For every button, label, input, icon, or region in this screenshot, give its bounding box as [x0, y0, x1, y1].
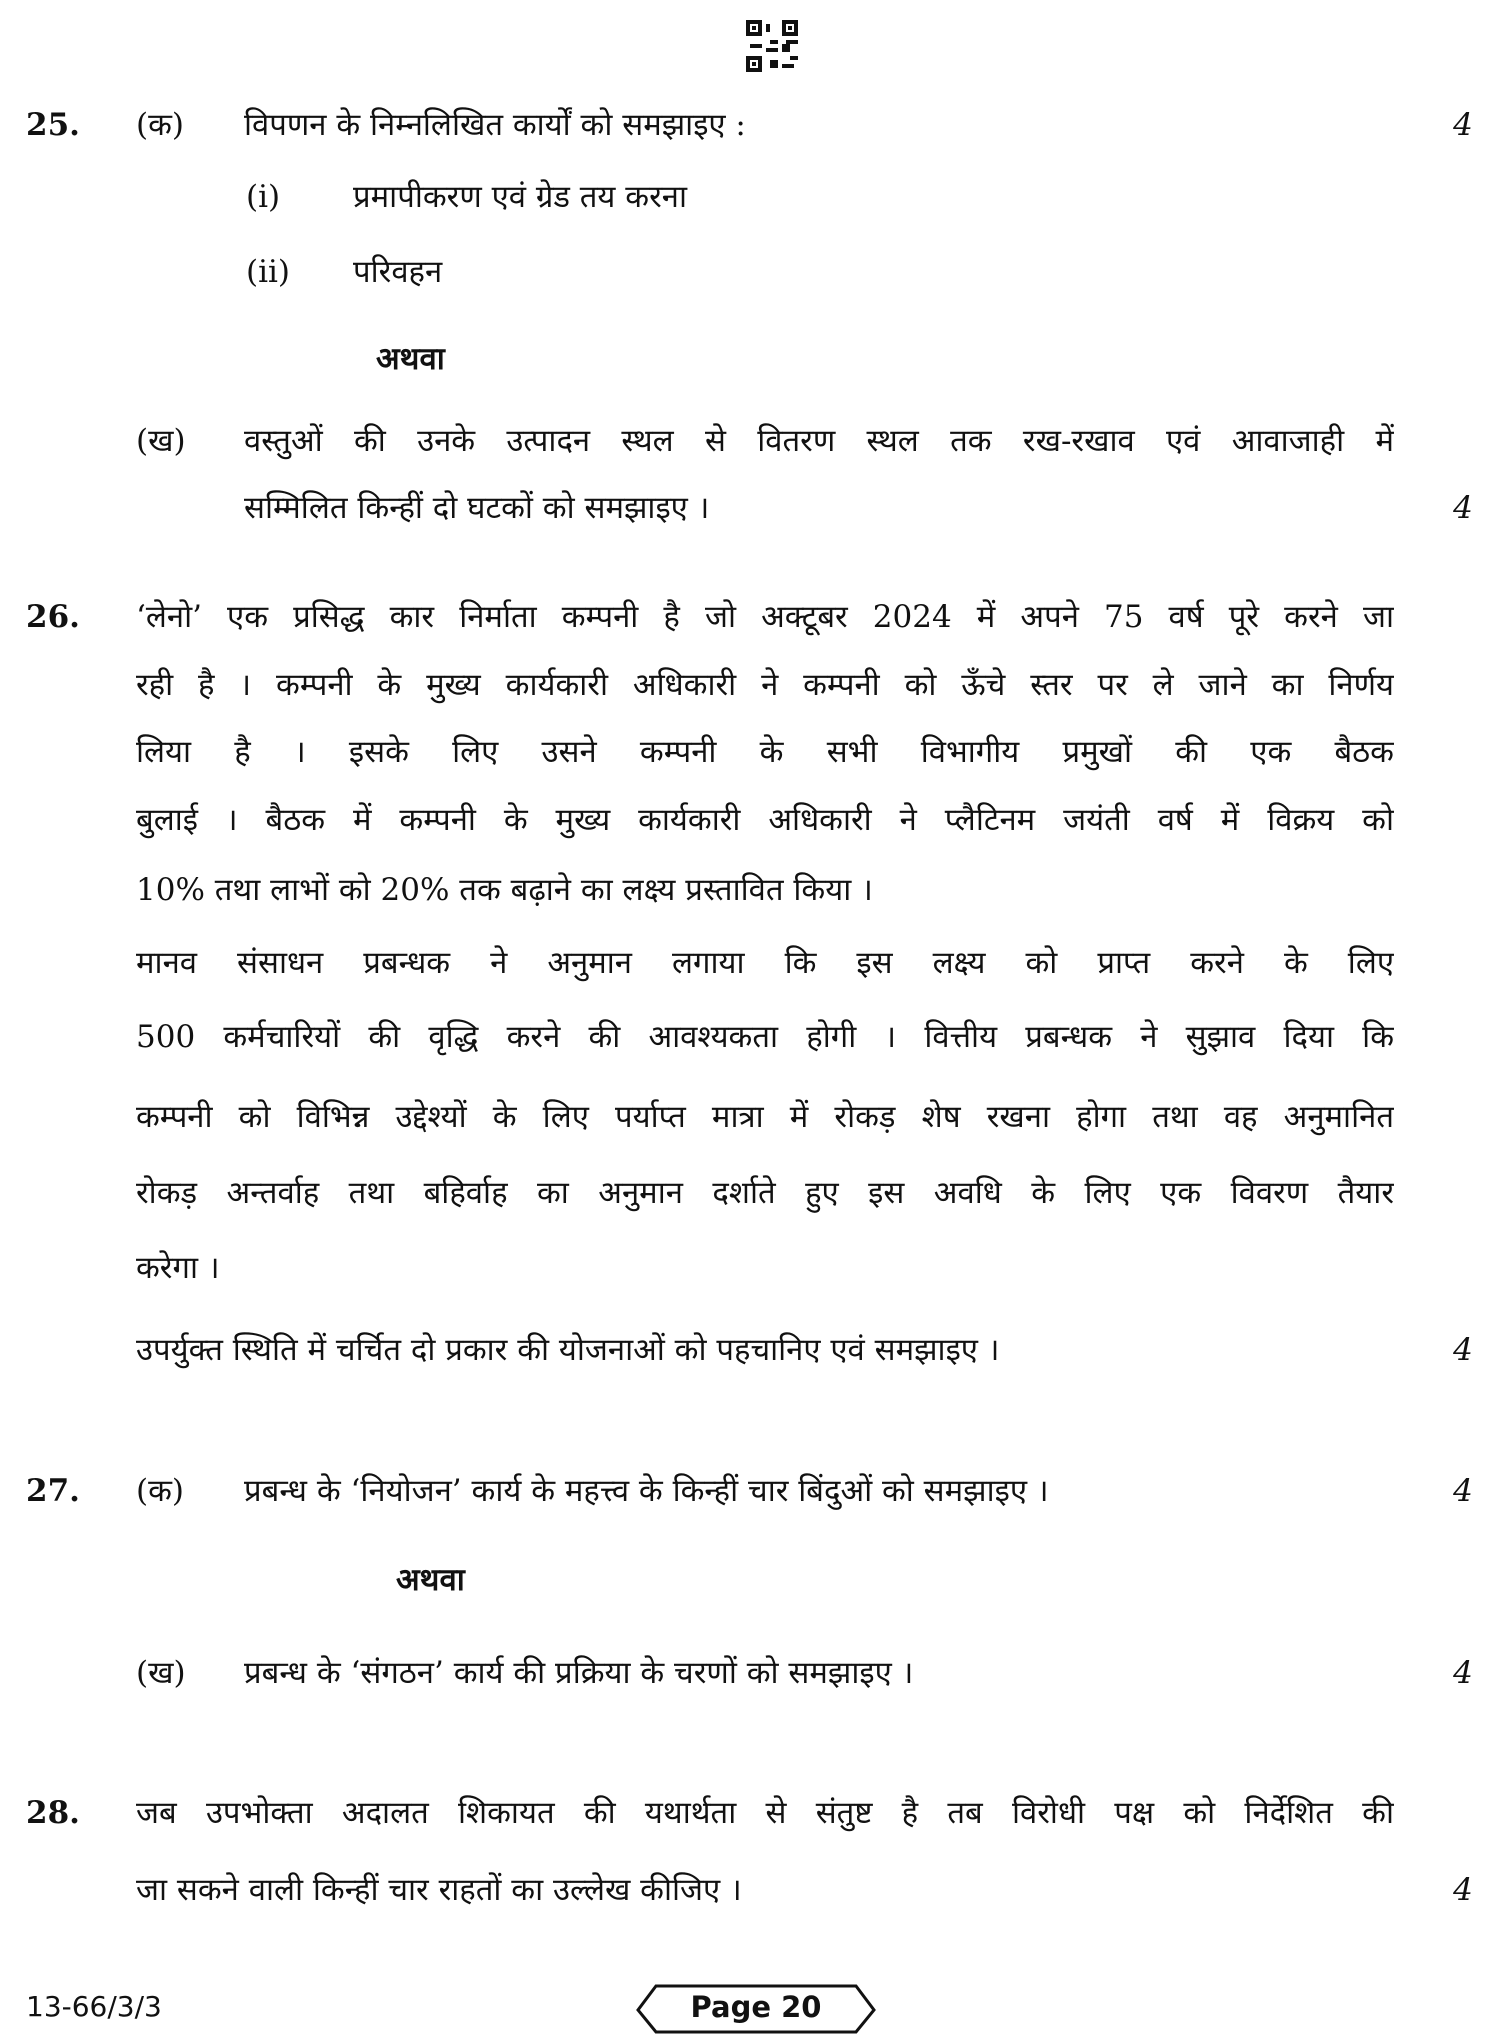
case-text-line: ‘लेनो’ एक प्रसिद्ध कार निर्माता कम्पनी है जो अक्टूबर 2024 में अपने 75 वर्ष पूरे करने जा — [136, 599, 1394, 635]
question-text: वस्तुओं की उनके उत्पादन स्थल से वितरण स्थल तक रख-रखाव एवं आवाजाही में — [244, 423, 1394, 459]
subpart-label: (क) — [136, 1473, 184, 1509]
question-text: विपणन के निम्नलिखित कार्यों को समझाइए : — [244, 107, 746, 143]
item-label: (i) — [246, 179, 281, 215]
marks: 4 — [1453, 1655, 1473, 1691]
or-separator: अथवा — [396, 1562, 465, 1598]
subpart-label: (ख) — [136, 423, 186, 459]
marks: 4 — [1453, 1473, 1473, 1509]
subpart-label: (ख) — [136, 1655, 186, 1691]
case-text-line: करेगा । — [136, 1250, 220, 1286]
question-text: सम्मिलित किन्हीं दो घटकों को समझाइए । — [244, 490, 710, 526]
marks: 4 — [1453, 1872, 1473, 1908]
marks: 4 — [1453, 107, 1473, 143]
marks: 4 — [1453, 1332, 1473, 1368]
page-number-badge — [636, 1984, 876, 2034]
case-text-line: कम्पनी को विभिन्न उद्देश्यों के लिए पर्याप्त मात्रा में रोकड़ शेष रखना होगा तथा वह अनुमानित — [136, 1099, 1394, 1135]
case-text-line: लिया है । इसके लिए उसने कम्पनी के सभी विभागीय प्रमुखों की एक बैठक — [136, 734, 1394, 770]
case-text-line: बुलाई । बैठक में कम्पनी के मुख्य कार्यकारी अधिकारी ने प्लैटिनम जयंती वर्ष में विक्रय को — [136, 802, 1394, 838]
question-text: उपर्युक्त स्थिति में चर्चित दो प्रकार की योजनाओं को पहचानिए एवं समझाइए । — [136, 1332, 1000, 1368]
question-text: जा सकने वाली किन्हीं चार राहतों का उल्लेख कीजिए । — [136, 1872, 742, 1908]
question-text: प्रबन्ध के ‘संगठन’ कार्य की प्रक्रिया के चरणों को समझाइए । — [244, 1655, 914, 1691]
question-number: 28. — [26, 1795, 80, 1831]
or-separator: अथवा — [376, 341, 445, 377]
item-text: परिवहन — [353, 254, 443, 290]
question-number: 25. — [26, 107, 80, 143]
question-number: 27. — [26, 1473, 80, 1509]
case-text-line: रही है । कम्पनी के मुख्य कार्यकारी अधिकारी ने कम्पनी को ऊँचे स्तर पर ले जाने का निर्णय — [136, 667, 1394, 703]
case-text-line: 500 कर्मचारियों की वृद्धि करने की आवश्यकता होगी । वित्तीय प्रबन्धक ने सुझाव दिया कि — [136, 1019, 1394, 1055]
qr-code-icon — [746, 20, 798, 72]
case-text-line: रोकड़ अन्तर्वाह तथा बहिर्वाह का अनुमान दर्शाते हुए इस अवधि के लिए एक विवरण तैयार — [136, 1175, 1394, 1211]
case-text-line: मानव संसाधन प्रबन्धक ने अनुमान लगाया कि इस लक्ष्य को प्राप्त करने के लिए — [136, 945, 1394, 981]
marks: 4 — [1453, 490, 1473, 526]
page-number: Page 20 — [690, 1990, 822, 2024]
case-text-line: 10% तथा लाभों को 20% तक बढ़ाने का लक्ष्य प्रस्तावित किया । — [136, 872, 873, 908]
subpart-label: (क) — [136, 107, 184, 143]
question-text: जब उपभोक्ता अदालत शिकायत की यथार्थता से संतुष्ट है तब विरोधी पक्ष को निर्देशित की — [136, 1795, 1394, 1831]
paper-code: 13-66/3/3 — [26, 1990, 162, 2023]
item-text: प्रमापीकरण एवं ग्रेड तय करना — [353, 179, 687, 215]
item-label: (ii) — [246, 254, 291, 290]
question-text: प्रबन्ध के ‘नियोजन’ कार्य के महत्त्व के किन्हीं चार बिंदुओं को समझाइए । — [244, 1473, 1049, 1509]
question-number: 26. — [26, 599, 80, 635]
